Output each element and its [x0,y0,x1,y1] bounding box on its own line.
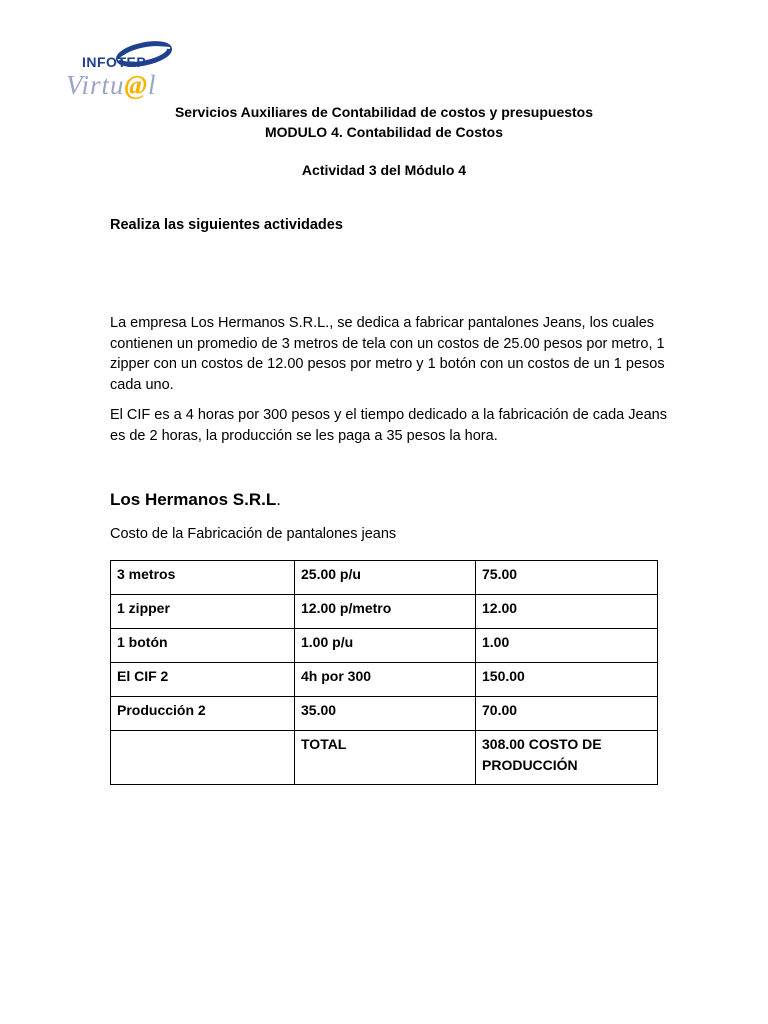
paragraph-cif: El CIF es a 4 horas por 300 pesos y el tiempo dedicado a la fabricación de cada Jeans es de 2 horas, la producción se les paga a 35 pesos la hora. [110,407,667,444]
paragraph-company: La empresa Los Hermanos S.R.L., se dedica a fabricar pantalones Jeans, los cuales contienen un promedio de 3 metros de tela con un costos de 25.00 pesos por metro, 1 zipper con un costos de 12.00 pesos por metro y 1 botón con un costos de un 1 pesos cada uno. [110,315,665,393]
table-cell: 3 metros [111,561,295,595]
table-cell: 4h por 300 [295,663,476,697]
section-title: Realiza las siguientes actividades [110,217,343,233]
total-value: 308.00 COSTO DE PRODUCCIÓN [476,731,658,785]
logo-virtual-text: Virtu@l [66,70,157,100]
table-row [111,663,658,697]
table-cell: 75.00 [476,561,658,595]
table-cell: 35.00 [295,697,476,731]
course-title: Servicios Auxiliares de Contabilidad de costos y presupuestos [174,104,594,120]
infotep-virtual-logo [66,40,186,104]
table-cell: 1.00 p/u [295,629,476,663]
activity-title: Actividad 3 del Módulo 4 [301,162,467,178]
table-row-total [111,731,658,785]
table-row [111,595,658,629]
table-cell: 150.00 [476,663,658,697]
table-cell: 1 zipper [111,595,295,629]
cost-table [110,560,658,785]
logo-brand-text: INFOTEP [82,54,147,70]
module-title: MODULO 4. Contabilidad de Costos [264,124,503,140]
table-cell: 12.00 [476,595,658,629]
total-label: TOTAL [295,731,476,785]
table-cell: Producción 2 [111,697,295,731]
table-cell: 1 botón [111,629,295,663]
table-row [111,561,658,595]
table-cell: 1.00 [476,629,658,663]
table-cell: 70.00 [476,697,658,731]
table-cell: 25.00 p/u [295,561,476,595]
table-title: Costo de la Fabricación de pantalones jeans [110,526,397,542]
table-row [111,629,658,663]
table-row [111,697,658,731]
table-cell: 12.00 p/metro [295,595,476,629]
company-name: Los Hermanos S.R.L. [110,490,281,509]
table-cell: El CIF 2 [111,663,295,697]
table-cell [111,731,295,785]
